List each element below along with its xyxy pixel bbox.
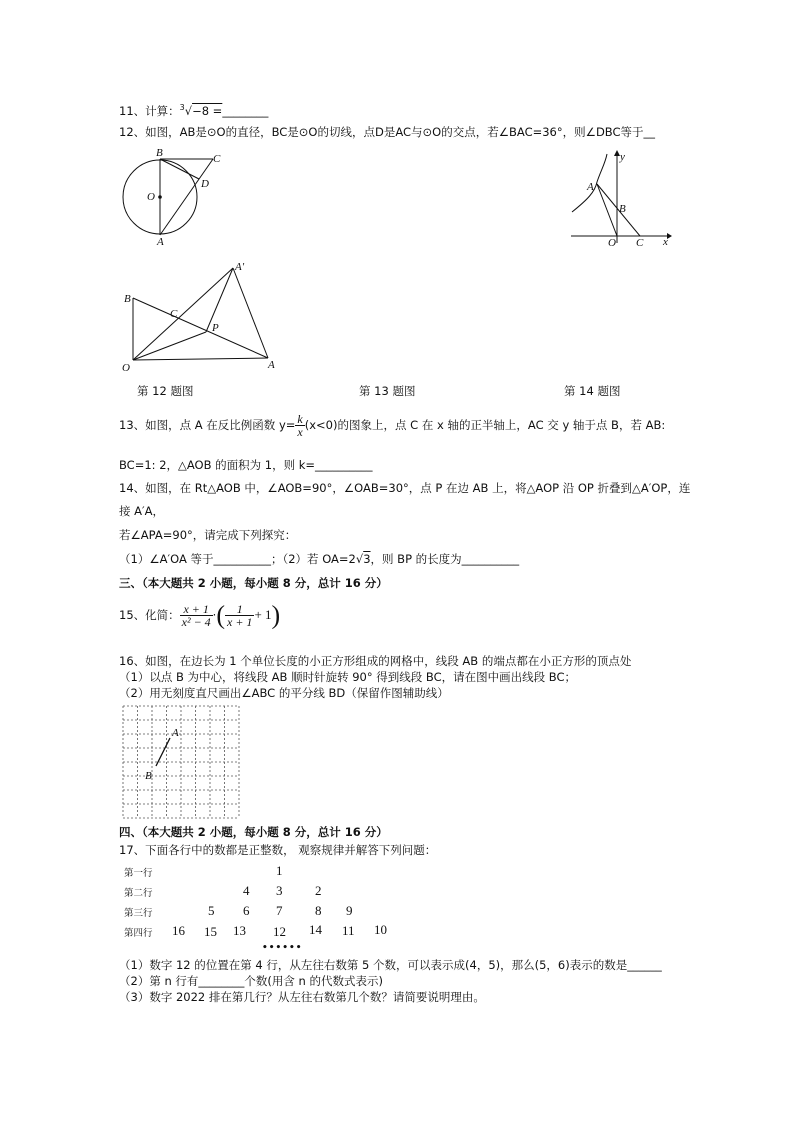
q15-fraction2: [225, 603, 254, 628]
q15-f1-den: x² − 4: [181, 615, 211, 629]
q11: [119, 101, 268, 118]
q16-grid-lines: [123, 706, 239, 818]
q14-line3: 若∠APA=90°，请完成下列探究：: [119, 528, 297, 542]
q15-dot: ·: [212, 608, 217, 622]
caption-fig13: 第 13 题图: [359, 384, 416, 398]
fig14-label-o: O: [122, 362, 130, 374]
q17-r2-n1: 4: [243, 883, 250, 898]
q16-line3: （2）用无刻度直尺画出∠ABC 的平分线 BD（保留作图辅助线）: [119, 686, 449, 700]
q16-label-a: A: [172, 727, 179, 739]
q17-r3-n5: 9: [346, 903, 353, 918]
q14-sqrt-value: 3: [363, 552, 371, 566]
fig12-center-o: [158, 195, 162, 199]
q14-line2: 接 A′A，: [119, 504, 165, 518]
fig12-label-a: A: [157, 236, 164, 248]
q17-row2-label: 第二行: [124, 888, 153, 899]
fig14-label-a: A: [268, 359, 275, 371]
q15-fraction1: [180, 603, 213, 628]
section4-heading: 四、（本大题共 2 小题，每小题 8 分，总计 16 分）: [119, 825, 388, 839]
q13-line1-a: 13、如图，点 A 在反比例函数 y=: [119, 418, 296, 432]
q17-row3-label: 第三行: [124, 908, 153, 919]
fig14-label-c: C: [170, 308, 178, 320]
q17-r3-n4: 8: [315, 903, 322, 918]
fig14-pa-prime: [206, 268, 233, 332]
q17-r4-n5: 14: [309, 922, 322, 937]
caption-fig14: 第 14 题图: [564, 384, 621, 398]
fig12-line-ac: [160, 159, 213, 235]
q17-r4-n3: 13: [233, 923, 246, 938]
fig12-line-bd: [160, 159, 199, 179]
q14-line1: 14、如图，在 Rt△AOB 中，∠AOB=90°，∠OAB=30°，点 P 在边 AB 上，将△AOP 沿 OP 折叠到△A′OP，连: [119, 481, 691, 495]
q17-r4-n2: 15: [204, 924, 217, 939]
q15: [119, 598, 280, 632]
fig13-label-y: y: [620, 151, 625, 163]
q17-row4-label: 第四行: [124, 928, 153, 939]
q13-frac-num: k: [297, 412, 303, 426]
fig12-label-o: O: [147, 191, 155, 203]
fig12-label-d: D: [201, 178, 209, 190]
q15-plus-one: + 1: [254, 607, 272, 622]
q15-f2-num: 1: [225, 603, 254, 616]
q12-text: 12、如图，AB是⊙O的直径，BC是⊙O的切线，点D是AC与⊙O的交点，若∠BAC=36°，则∠DBC等于__: [119, 125, 656, 139]
q14-line4-a: （1）∠A′OA 等于__________；（2）若 OA=2: [119, 552, 356, 566]
q17-part3: （3）数字 2022 排在第几行？从左往右数第几个数？请简要说明理由。: [119, 990, 485, 1004]
q16-label-b: B: [145, 770, 152, 782]
fig12-label-c: C: [213, 153, 221, 165]
fig14-label-a-prime: A′: [235, 261, 245, 273]
q13-frac-den: x: [297, 425, 303, 439]
q13-line1: [119, 411, 665, 439]
q17-r1-n1: 1: [276, 863, 283, 878]
fig13-line-ao: [597, 184, 617, 236]
fig12-label-b: B: [156, 147, 163, 159]
q17-part2: （2）第 n 行有________个数(用含 n 的代数式表示): [119, 974, 383, 988]
q15-label: 15、化简：: [119, 608, 180, 622]
q16-grid: [121, 704, 241, 820]
q17-r3-n1: 5: [208, 903, 215, 918]
q14-sqrt-sign: √: [355, 552, 364, 566]
q14-line4: [119, 552, 519, 566]
fig13: [565, 148, 675, 248]
q11-root-index: 3: [179, 103, 185, 112]
q17-r4-n4: 12: [273, 924, 286, 939]
q17-r2-n2: 3: [276, 883, 283, 898]
q17-r2-n3: 2: [315, 883, 322, 898]
section3-heading: 三、（本大题共 2 小题，每小题 8 分，总计 16 分）: [119, 576, 388, 590]
caption-fig12: 第 12 题图: [137, 384, 194, 398]
fig12: [118, 146, 228, 248]
q13-line2: BC=1: 2，△AOB 的面积为 1，则 k=__________: [119, 458, 373, 472]
fig14-oa-prime: [133, 268, 233, 360]
q15-f1-num: x + 1: [180, 603, 213, 616]
q11-text: 11、计算：: [119, 103, 180, 118]
fig14-label-p: P: [212, 322, 219, 334]
q13-line1-b: (x<0)的图象上，点 C 在 x 轴的正半轴上，AC 交 y 轴于点 B，若 AB:: [304, 418, 666, 432]
fig14: [118, 258, 288, 374]
q11-blank: ________: [222, 103, 269, 118]
fig14-op: [133, 332, 206, 360]
q17-r3-n2: 6: [243, 903, 250, 918]
q17-row1-label: 第一行: [124, 868, 153, 879]
q17-r4-n1: 16: [172, 923, 185, 938]
q17-dots: ••••••: [262, 943, 303, 953]
q17-part1: （1）数字 12 的位置在第 4 行，从左往右数第 5 个数，可以表示成(4，5)，那么(5，6)表示的数是______: [119, 958, 662, 972]
fig14-label-b: B: [124, 293, 131, 305]
fig13-label-b: B: [619, 203, 626, 215]
q15-f2-den: x + 1: [227, 615, 253, 629]
q11-root-sign: √: [184, 103, 193, 118]
fig13-label-a: A: [587, 181, 594, 193]
q14-line4-b: ，则 BP 的长度为__________: [370, 552, 520, 566]
fig13-label-c: C: [636, 237, 644, 248]
q17-line1: 17、下面各行中的数都是正整数， 观察规律并解答下列问题：: [119, 843, 437, 857]
q17-r3-n3: 7: [276, 903, 283, 918]
q17-r4-n7: 10: [374, 922, 387, 937]
fig13-label-o: O: [608, 237, 616, 248]
q16-line2: （1）以点 B 为中心，将线段 AB 顺时针旋转 90° 得到线段 BC，请在图中画出线段 BC；: [119, 670, 577, 684]
q11-expr: −8 =: [192, 103, 223, 118]
q13-fraction: [295, 413, 304, 438]
q17-r4-n6: 11: [342, 923, 355, 938]
fig13-label-x: x: [663, 236, 668, 248]
fig14-oa: [133, 358, 268, 360]
q16-line1: 16、如图，在边长为 1 个单位长度的小正方形组成的网格中，线段 AB 的端点都在小正方形的顶点处: [119, 654, 632, 668]
q15-paren-open: (: [216, 600, 225, 630]
q15-paren-close: ): [271, 600, 281, 630]
